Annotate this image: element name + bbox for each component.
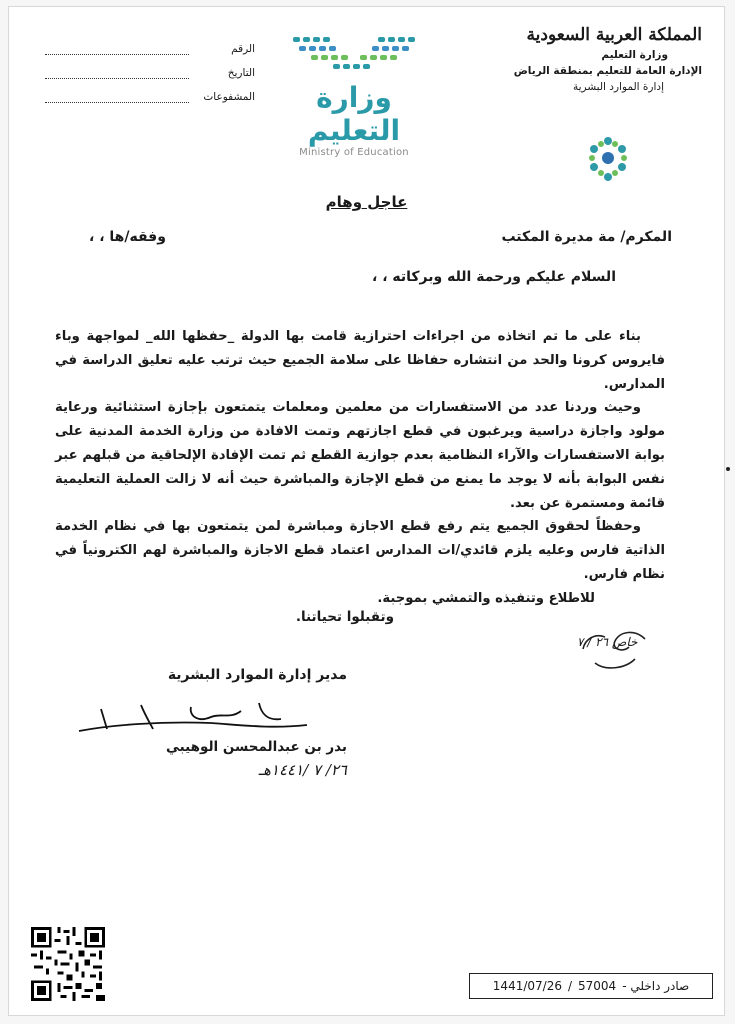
paragraph-1: بناء على ما تم اتخاذه من اجراءات احترازية قامت بها الدولة _حفظها الله_ لمواجهة وباء فايروس كرونا والحد من انتشاره حفاظا على سلامة الجميع حيث ترتب عليه تعليق الدراسة في المدارس. [55,329,665,392]
letterhead-right [472,25,702,93]
addressee: المكرم/ مة مديرة المكتب [501,229,672,245]
reference-label: صادر داخلي - [622,979,690,993]
department-line: إدارة الموارد البشرية [572,81,664,93]
logo-english-text: Ministry of Education [299,147,409,158]
field-number [45,43,255,55]
field-attachments-blank [45,93,189,103]
field-date-label: التاريخ [227,67,255,79]
margin-note [575,619,655,679]
logo-arabic-text: وزارة التعليم [307,81,401,147]
letter-page [8,6,725,1016]
signature-block [117,667,347,779]
paragraph-2: وحيث وردنا عدد من الاستفسارات من معلمين ومعلمات يتمتعون بإجازة استثنائية ورعاية مولود واجازة دراسية ويرغبون في قطع اجازتهم وتمت الافادة من وزارة الخدمة المدنية على بوابة الاستفسارات والآراء النظامية بعدم جوازية القطع ثم تمت الإفادة الإلحاقية من قبلهم عبر نفس البوابة بأنه لا يوجد ما يمنع من قطع الإجازة والمباشرة حيث أنه لا زالت العملية التعليمية قائمة ومستمرة عن بعد. [55,400,665,511]
field-date-blank [45,69,189,79]
signature-date: ٢٦/ ٧ /١٤٤١هـ [258,761,347,779]
department-emblem-icon [584,135,632,183]
closing: وتقبلوا تحياتنا. [295,609,394,625]
paragraph-4: للاطلاع وتنفيذه والتمشي بموجبة. [377,590,595,606]
field-number-label: الرقم [231,43,255,55]
moe-dots-icon [289,35,419,75]
reference-number: 57004 [578,979,617,993]
letter-fields [45,43,255,115]
field-attachments [45,91,255,103]
signatory-title: مدير إدارة الموارد البشرية [167,667,347,683]
reference-date: 1441/07/26 [492,979,562,993]
addressee-tail: وفقه/ها ، ، [89,229,166,245]
ministry-line: وزارة التعليم [601,49,668,61]
outgoing-reference [469,973,713,999]
reference-separator: / [567,979,573,993]
letter-subject: عاجل وهام [325,193,408,211]
directorate-line: الإدارة العامة للتعليم بمنطقة الرياض [513,65,702,77]
greeting: السلام عليكم ورحمة الله وبركاته ، ، [372,269,616,285]
edge-mark [726,467,730,471]
kingdom-title: المملكة العربية السعودية [526,25,702,45]
field-attachments-label: المشفوعات [203,91,255,103]
margin-scribble-icon [575,619,655,679]
signatory-name: بدر بن عبدالمحسن الوهيبي [165,739,347,755]
moe-logo [269,35,439,158]
letter-body [55,325,665,611]
qr-code-icon [31,927,105,1001]
field-number-blank [45,45,189,55]
handwritten-signature-icon [71,695,311,739]
field-date [45,67,255,79]
paragraph-3: وحفظاً لحقوق الجميع يتم رفع قطع الاجازة ومباشرة لمن يتمتعون بها في نظام الخدمة الذاتية فارس وعليه يلزم قائدي/ات المدارس اعتماد قطع الاجازة والمباشرة لهم الكترونياً في نظام فارس. [55,519,665,582]
margin-note-text: خاص ٢٦ / ٧ [577,635,638,649]
